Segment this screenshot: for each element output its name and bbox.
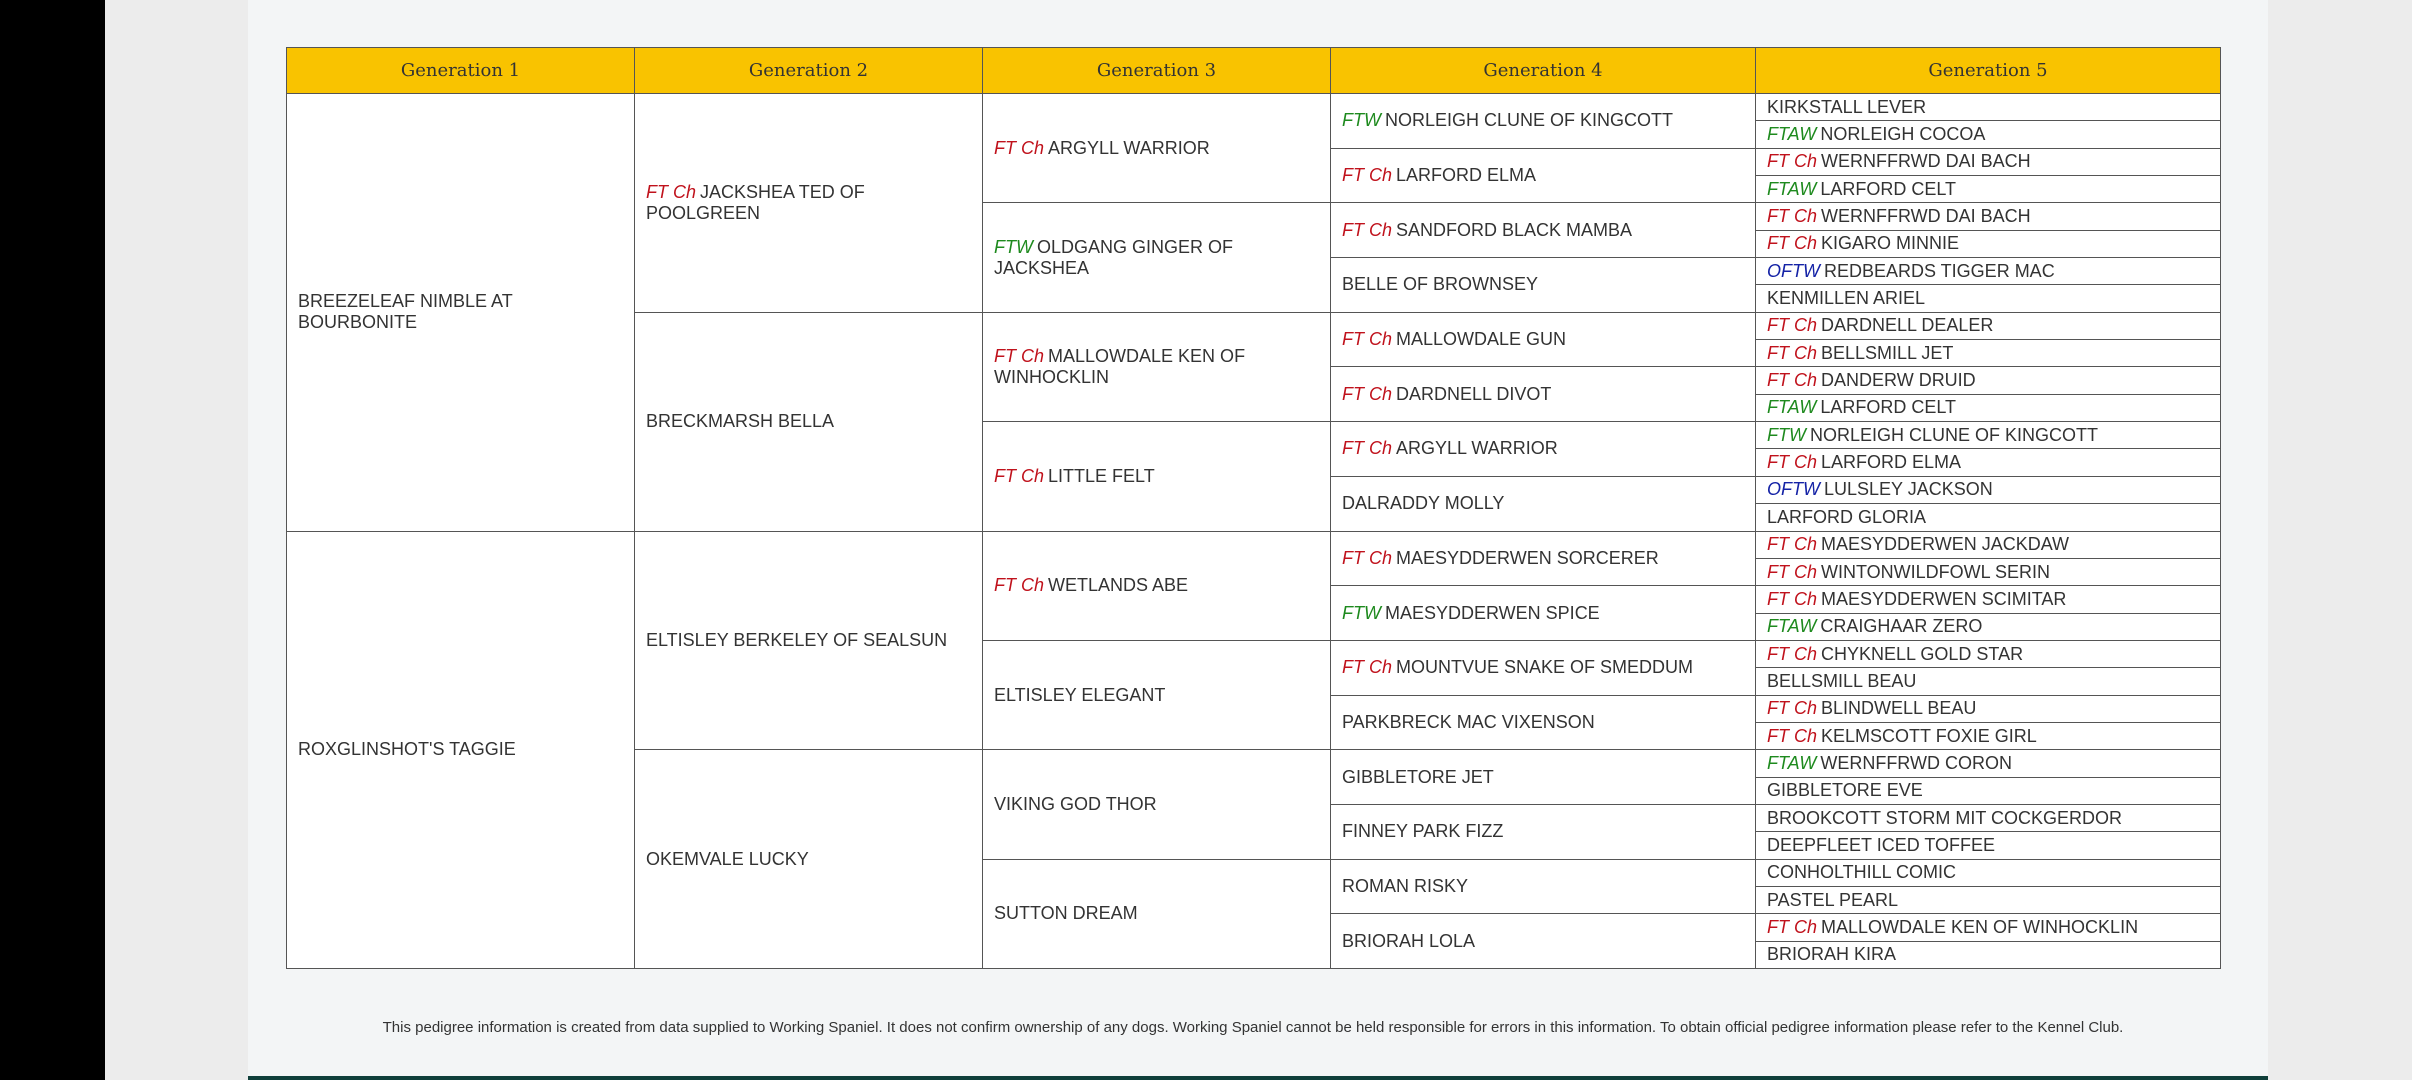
dog-name: FINNEY PARK FIZZ: [1342, 821, 1504, 842]
dog-cell-generation-5: [1756, 367, 2221, 394]
dog-cell-generation-5: [1756, 340, 2221, 367]
dog-name: SUTTON DREAM: [994, 903, 1138, 924]
dog-name: MAESYDDERWEN SORCERER: [1396, 547, 1659, 568]
dog-name: LULSLEY JACKSON: [1823, 479, 1993, 500]
dog-cell-generation-1: [287, 94, 635, 532]
dog-cell-generation-2: [635, 94, 983, 313]
dog-name: ELTISLEY BERKELEY OF SEALSUN: [646, 629, 948, 650]
dog-name: PASTEL PEARL: [1767, 889, 1899, 910]
title-badge: FT Ch: [994, 345, 1045, 366]
dog-cell-generation-5: [1756, 394, 2221, 421]
title-badge: OFTW: [1767, 479, 1820, 500]
dog-cell-generation-5: [1756, 914, 2221, 941]
dog-cell-generation-4: [1331, 258, 1756, 313]
header-generation-2: Generation 2: [635, 48, 983, 94]
dog-name: LARFORD CELT: [1820, 397, 1957, 418]
dog-cell-generation-5: [1756, 94, 2221, 121]
dog-name: VIKING GOD THOR: [994, 793, 1157, 814]
dog-name: GIBBLETORE JET: [1342, 766, 1494, 787]
pedigree-row: [287, 531, 2221, 558]
dog-cell-generation-5: [1756, 449, 2221, 476]
title-badge: FT Ch: [994, 575, 1045, 596]
dog-name: BROOKCOTT STORM MIT COCKGERDOR: [1767, 807, 2123, 828]
dog-cell-generation-2: [635, 312, 983, 531]
dog-cell-generation-5: [1756, 859, 2221, 886]
dog-cell-generation-5: [1756, 613, 2221, 640]
title-badge: FTW: [994, 236, 1033, 257]
dog-name: WERNFFRWD CORON: [1820, 752, 2012, 773]
dog-cell-generation-1: [287, 531, 635, 969]
dog-cell-generation-5: [1756, 668, 2221, 695]
dog-name: BRIORAH KIRA: [1767, 944, 1897, 965]
header-generation-5: Generation 5: [1756, 48, 2221, 94]
title-badge: FT Ch: [994, 465, 1045, 486]
title-badge: FT Ch: [1767, 206, 1818, 227]
title-badge: FT Ch: [1767, 534, 1818, 555]
dog-name: KIRKSTALL LEVER: [1767, 96, 1927, 117]
dog-name: LARFORD ELMA: [1821, 452, 1962, 473]
dog-cell-generation-5: [1756, 777, 2221, 804]
header-row: [287, 48, 2221, 94]
dog-name: KIGARO MINNIE: [1821, 233, 1960, 254]
dog-cell-generation-4: [1331, 804, 1756, 859]
title-badge: FT Ch: [1767, 370, 1818, 391]
dog-name: DARDNELL DEALER: [1821, 315, 1994, 336]
dog-cell-generation-3: [983, 859, 1331, 968]
dog-cell-generation-5: [1756, 832, 2221, 859]
dog-cell-generation-3: [983, 203, 1331, 312]
dog-name: BLINDWELL BEAU: [1821, 698, 1977, 719]
dog-name: BELLSMILL BEAU: [1767, 670, 1917, 691]
dog-name: DALRADDY MOLLY: [1342, 493, 1505, 514]
dog-name: DARDNELL DIVOT: [1396, 383, 1552, 404]
title-badge: FT Ch: [1342, 219, 1393, 240]
dog-cell-generation-4: [1331, 203, 1756, 258]
title-badge: FT Ch: [1342, 329, 1393, 350]
dog-cell-generation-4: [1331, 586, 1756, 641]
dog-cell-generation-3: [983, 531, 1331, 640]
title-badge: FT Ch: [646, 181, 697, 202]
disclaimer-text: This pedigree information is created from data supplied to Working Spaniel. It does not confirm ownership of any dogs. Working Spaniel cannot be held responsible for errors in this information. To obtain official pedigree information please refer to the Kennel Club.: [382, 1019, 2124, 1036]
dog-cell-generation-5: [1756, 695, 2221, 722]
dog-cell-generation-4: [1331, 422, 1756, 477]
title-badge: FT Ch: [1767, 452, 1818, 473]
dog-name: MAESYDDERWEN SCIMITAR: [1821, 588, 2067, 609]
dog-name: CHYKNELL GOLD STAR: [1821, 643, 2024, 664]
dog-name: BRECKMARSH BELLA: [646, 411, 835, 432]
dog-cell-generation-2: [635, 531, 983, 750]
title-badge: FT Ch: [1767, 916, 1818, 937]
title-badge: FTW: [1342, 602, 1381, 623]
pedigree-body: [287, 94, 2221, 969]
dog-name: MAESYDDERWEN JACKDAW: [1821, 534, 2070, 555]
dog-cell-generation-4: [1331, 476, 1756, 531]
dog-cell-generation-3: [983, 750, 1331, 859]
title-badge: FT Ch: [1342, 165, 1393, 186]
dog-cell-generation-5: [1756, 558, 2221, 585]
dog-cell-generation-5: [1756, 476, 2221, 503]
pedigree-table: [286, 47, 2221, 969]
title-badge: FTW: [1767, 424, 1806, 445]
dog-name: ARGYLL WARRIOR: [1048, 137, 1210, 158]
title-badge: FT Ch: [1342, 383, 1393, 404]
dog-cell-generation-2: [635, 750, 983, 969]
title-badge: FTAW: [1767, 752, 1817, 773]
dog-name: LITTLE FELT: [1048, 465, 1155, 486]
pedigree-row: [287, 94, 2221, 121]
dog-name: MALLOWDALE KEN OF WINHOCKLIN: [994, 345, 1246, 387]
dog-name: LARFORD ELMA: [1396, 165, 1537, 186]
title-badge: FT Ch: [1767, 588, 1818, 609]
title-badge: FT Ch: [1767, 233, 1818, 254]
dog-name: WERNFFRWD DAI BACH: [1821, 206, 2031, 227]
dog-name: WINTONWILDFOWL SERIN: [1821, 561, 2051, 582]
dog-name: LARFORD CELT: [1820, 178, 1957, 199]
dog-name: KENMILLEN ARIEL: [1767, 288, 1926, 309]
title-badge: OFTW: [1767, 260, 1820, 281]
dog-cell-generation-4: [1331, 859, 1756, 914]
title-badge: FT Ch: [1767, 725, 1818, 746]
dog-name: CONHOLTHILL COMIC: [1767, 862, 1957, 883]
title-badge: FT Ch: [1767, 643, 1818, 664]
dog-cell-generation-3: [983, 422, 1331, 531]
dog-name: ROMAN RISKY: [1342, 875, 1469, 896]
footer-accent-line: [248, 1076, 2268, 1080]
header-generation-1: Generation 1: [287, 48, 635, 94]
dog-cell-generation-5: [1756, 176, 2221, 203]
dog-name: ELTISLEY ELEGANT: [994, 684, 1166, 705]
dog-cell-generation-5: [1756, 586, 2221, 613]
title-badge: FT Ch: [994, 137, 1045, 158]
title-badge: FTAW: [1767, 124, 1817, 145]
dog-name: CRAIGHAAR ZERO: [1820, 616, 1983, 637]
title-badge: FT Ch: [1767, 342, 1818, 363]
dog-cell-generation-4: [1331, 750, 1756, 805]
dog-cell-generation-5: [1756, 121, 2221, 148]
title-badge: FT Ch: [1342, 547, 1393, 568]
dog-name: MALLOWDALE KEN OF WINHOCKLIN: [1821, 916, 2139, 937]
dog-cell-generation-4: [1331, 695, 1756, 750]
dog-name: MALLOWDALE GUN: [1396, 329, 1567, 350]
dog-cell-generation-5: [1756, 230, 2221, 257]
dog-name: MAESYDDERWEN SPICE: [1384, 602, 1600, 623]
dog-name: OLDGANG GINGER OF JACKSHEA: [994, 236, 1234, 278]
dog-name: ARGYLL WARRIOR: [1396, 438, 1558, 459]
left-black-bar: [0, 0, 105, 1080]
header-generation-4: Generation 4: [1331, 48, 1756, 94]
dog-cell-generation-4: [1331, 148, 1756, 203]
dog-name: MOUNTVUE SNAKE OF SMEDDUM: [1396, 657, 1694, 678]
dog-cell-generation-3: [983, 94, 1331, 203]
dog-cell-generation-5: [1756, 941, 2221, 968]
dog-cell-generation-5: [1756, 531, 2221, 558]
dog-cell-generation-5: [1756, 312, 2221, 339]
dog-cell-generation-5: [1756, 886, 2221, 913]
title-badge: FT Ch: [1767, 315, 1818, 336]
dog-name: BELLE OF BROWNSEY: [1342, 274, 1539, 295]
dog-name: BELLSMILL JET: [1821, 342, 1954, 363]
dog-cell-generation-5: [1756, 203, 2221, 230]
dog-name: NORLEIGH COCOA: [1820, 124, 1986, 145]
dog-name: OKEMVALE LUCKY: [646, 848, 809, 869]
title-badge: FT Ch: [1342, 438, 1393, 459]
title-badge: FT Ch: [1342, 657, 1393, 678]
dog-cell-generation-4: [1331, 94, 1756, 149]
dog-name: NORLEIGH CLUNE OF KINGCOTT: [1809, 424, 2099, 445]
dog-name: BRIORAH LOLA: [1342, 930, 1476, 951]
dog-name: GIBBLETORE EVE: [1767, 780, 1923, 801]
dog-name: LARFORD GLORIA: [1767, 506, 1927, 527]
dog-cell-generation-5: [1756, 722, 2221, 749]
dog-cell-generation-3: [983, 640, 1331, 749]
dog-name: WERNFFRWD DAI BACH: [1821, 151, 2031, 172]
dog-name: NORLEIGH CLUNE OF KINGCOTT: [1384, 110, 1674, 131]
header-generation-3: Generation 3: [983, 48, 1331, 94]
title-badge: FTAW: [1767, 178, 1817, 199]
dog-name: ROXGLINSHOT'S TAGGIE: [298, 739, 516, 760]
dog-cell-generation-4: [1331, 914, 1756, 969]
dog-name: BREEZELEAF NIMBLE AT BOURBONITE: [298, 291, 513, 333]
dog-cell-generation-5: [1756, 640, 2221, 667]
dog-name: DANDERW DRUID: [1821, 370, 1976, 391]
dog-name: REDBEARDS TIGGER MAC: [1823, 260, 2055, 281]
dog-cell-generation-5: [1756, 750, 2221, 777]
dog-name: KELMSCOTT FOXIE GIRL: [1821, 725, 2037, 746]
dog-name: WETLANDS ABE: [1048, 575, 1189, 596]
dog-cell-generation-5: [1756, 504, 2221, 531]
dog-cell-generation-3: [983, 312, 1331, 421]
title-badge: FTW: [1342, 110, 1381, 131]
title-badge: FT Ch: [1767, 151, 1818, 172]
title-badge: FT Ch: [1767, 561, 1818, 582]
dog-cell-generation-5: [1756, 148, 2221, 175]
dog-cell-generation-5: [1756, 258, 2221, 285]
dog-cell-generation-4: [1331, 367, 1756, 422]
dog-cell-generation-4: [1331, 531, 1756, 586]
dog-name: DEEPFLEET ICED TOFFEE: [1767, 834, 1996, 855]
title-badge: FTAW: [1767, 616, 1817, 637]
dog-cell-generation-4: [1331, 312, 1756, 367]
title-badge: FTAW: [1767, 397, 1817, 418]
dog-cell-generation-5: [1756, 804, 2221, 831]
dog-name: PARKBRECK MAC VIXENSON: [1342, 711, 1595, 732]
dog-name: JACKSHEA TED OF POOLGREEN: [646, 181, 865, 223]
title-badge: FT Ch: [1767, 698, 1818, 719]
dog-cell-generation-5: [1756, 422, 2221, 449]
dog-cell-generation-5: [1756, 285, 2221, 312]
dog-name: SANDFORD BLACK MAMBA: [1396, 219, 1633, 240]
dog-cell-generation-4: [1331, 640, 1756, 695]
